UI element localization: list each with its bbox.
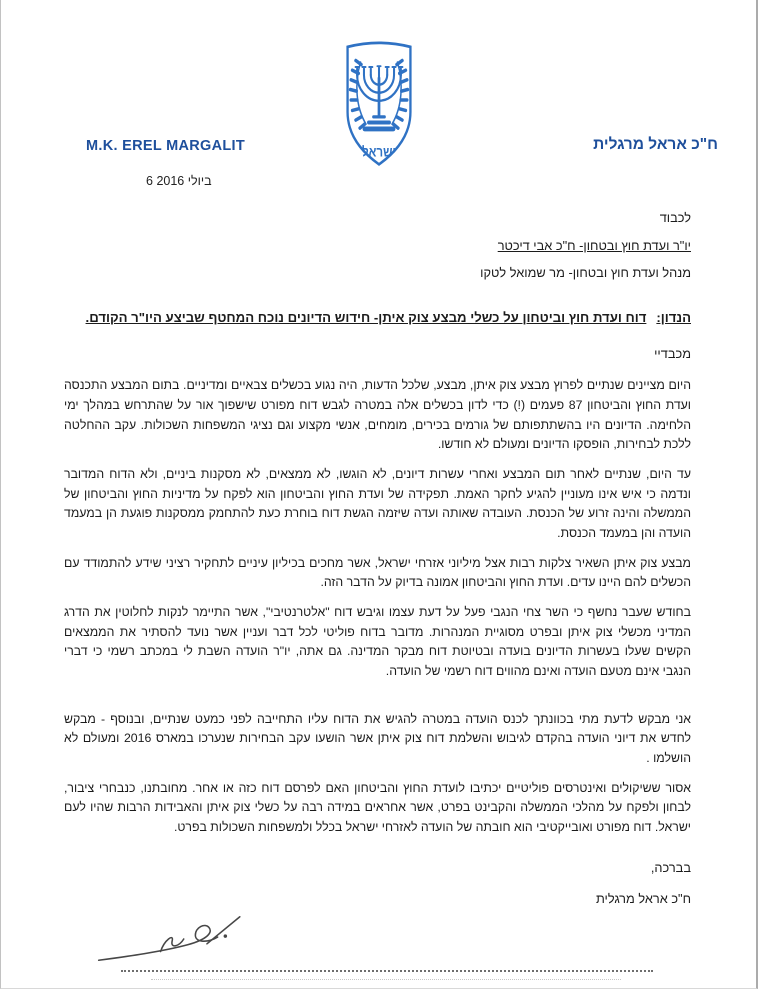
body-paragraph: עד היום, שנתיים לאחר תום המבצע ואחרי עשרות דיונים, לא הוגשו, לא ממצאים, לא מסקנות ביניים, ולא הדוח המדובר ונדמה כי איש אינו מעוניין להגיע לחקר האמת. תפקידה של ועדת החוץ והביטחון הוא לפקח על מדיניות החוץ והביטחון של הממשלה והינה זרוע של הכנסת. העובדה שאותה ועדה שיזמה הגשת דוח בוחרת כעת להתחמק ממסקנות פוגעת הן במעמד הועדה והן במעמד הכנסת.	[64, 466, 691, 540]
israel-emblem-svg	[338, 38, 420, 170]
letter-body	[64, 376, 691, 837]
closing-signer-name: ח"כ אראל מרגלית	[595, 890, 691, 906]
sender-name-english: M.K. EREL MARGALIT	[86, 138, 245, 154]
footer-divider-dotted	[121, 970, 653, 972]
letter-content	[64, 204, 691, 988]
closing-regards: בברכה,	[650, 859, 691, 875]
subject-text: דוח ועדת חוץ וביטחון על כשלי מבצע צוק איתן- חידוש הדיונים נוכח המחטף שביצע היו"ר הקודם.	[85, 309, 647, 325]
footer-divider-dotted-faint	[151, 979, 621, 980]
body-paragraph: אסור ששיקולים ואינטרסים פוליטיים יכתיבו לועדת החוץ והביטחון האם לפרסם דוח כזה או אחר. מחובתנו, כנבחרי ציבור, לבחון ולפקח על מהלכי הממשלה והקבינט בפרט, אשר אחראים במידה רבה על כשלי צוק איתן והאבידות הרבות שהיו לעם ישראל. דוח מפורט ואובייקטיבי הוא חובתה של הועדה לאזרחי ישראל בכלל ולמשפחות השכולות בפרט.	[64, 780, 691, 834]
recipient-committee-director: מנהל ועדת חוץ ובטחון- מר שמואל לטקו	[480, 265, 691, 280]
letter-date: 6 ביולי 2016	[146, 174, 212, 188]
greeting: מכבדיי	[654, 346, 691, 362]
subject-label: הנדון:	[656, 309, 691, 325]
salutation: לכבוד	[659, 210, 691, 225]
emblem-caption: ישראל	[361, 144, 396, 160]
closing-block	[64, 860, 691, 906]
body-paragraph: היום מציינים שנתיים לפרוץ מבצע צוק איתן, מבצע, שלכל הדעות, היה נגוע בכשלים צבאיים ומדיניים. בתום המבצע התכנסה ועדת החוץ והביטחון 87 פעמים (!) כדי לדון בכשלים אלה במטרה לגבש דוח מפורט שישפוך אור על שהתרחש במהלך ימי הלחימה. הדיונים היו בהשתתפותם של גורמים בכירים, מומחים, אנשי מקצוע וגם נציגי המשפחות השכולות. עקב ההחלטה ללכת לבחירות, הופסקו הדיונים ומעולם לא חודשו.	[64, 378, 691, 452]
signature-icon	[92, 910, 262, 968]
israel-emblem-icon	[338, 38, 420, 170]
recipients-block	[64, 204, 691, 287]
subject-line	[64, 305, 691, 331]
body-paragraph: בחודש שעבר נחשף כי השר צחי הנגבי פעל על דעת עצמו וגיבש דוח "אלטרנטיבי", אשר התיימר לנקות לחלוטין את הדרג המדיני מכשלי צוק איתן ובפרט מסוגיית המנהרות. מדובר בדוח פוליטי לכל דבר ועניין אשר נועד להסתיר את הממצאים הקשים שעלו בעשרות הדיונים בועדה ובטיוטת דוח מבקר המדינה. גם אתה, יו"ר הועדה השבת לי במכתב רשמי כי דברי הנגבי אינם מטעם הועדה ואינם מהווים דוח רשמי של הועדה.	[64, 604, 691, 678]
body-paragraph: אני מבקש לדעת מתי בכוונתך לכנס הועדה במטרה להגיש את הדוח עליו התחייבה לפני כמעט שנתיים, ובנוסף - מבקש לחדש את דיוני הועדה בהקדם לגיבוש והשלמת דוח צוק איתן אשר הושעו עקב הבחירות שנערכו במארס 2016 ומעולם לא הושלמו .	[64, 711, 691, 765]
body-paragraph: מבצע צוק איתן השאיר צלקות רבות אצל מיליוני אזרחי ישראל, אשר מחכים בכיליון עיניים לתחקיר רציני שידע להתמודד עם הכשלים להם היינו עדים. ועדת החוץ והביטחון אמונה בדיוק על הדבר הזה.	[64, 555, 691, 590]
letterhead	[1, 0, 756, 200]
handwritten-signature	[64, 910, 691, 973]
recipient-chairman: יו"ר ועדת חוץ ובטחון- ח"כ אבי דיכטר	[497, 237, 691, 253]
sender-name-hebrew: ח"כ אראל מרגלית	[593, 136, 718, 153]
